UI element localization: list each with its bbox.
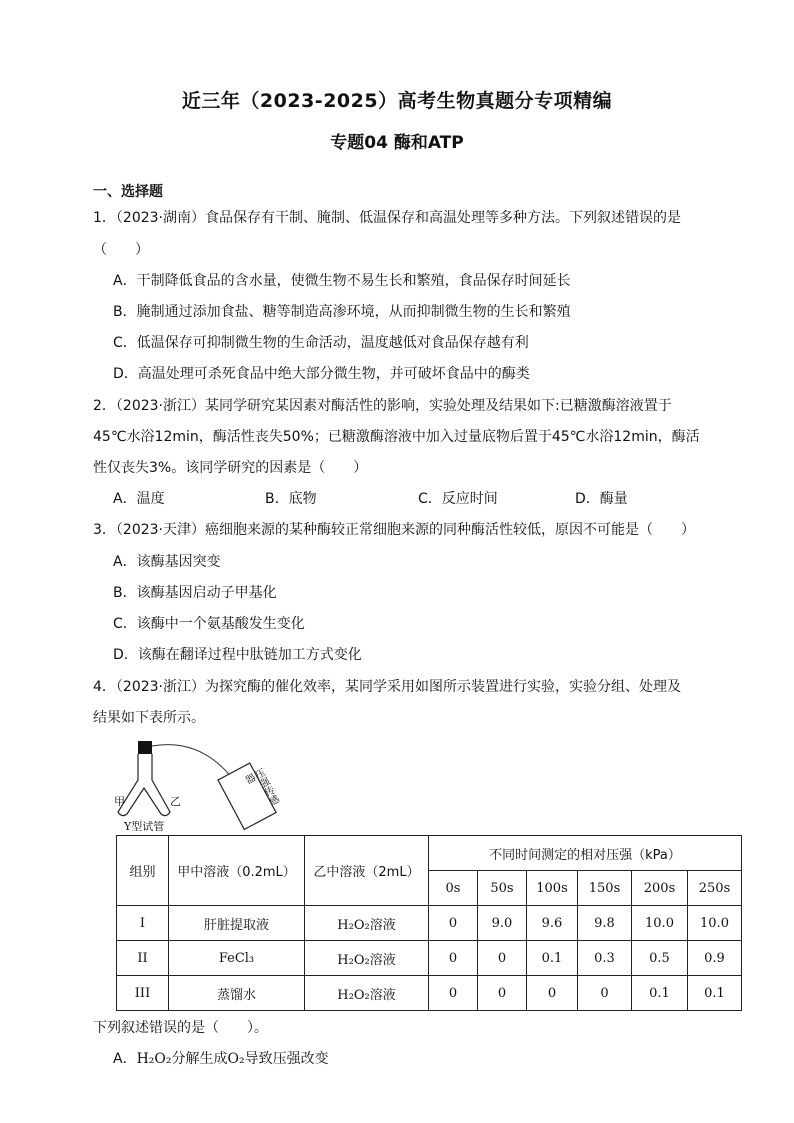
- value-cell: 9.6: [527, 906, 578, 941]
- group-cell: III: [117, 976, 169, 1011]
- q1-option-b: B．腌制通过添加食盐、糖等制造高渗环境，从而抑制微生物的生长和繁殖: [113, 304, 571, 320]
- value-cell: 0: [578, 976, 632, 1011]
- q2-stem-line2: 45℃水浴12min，酶活性丧失50%；已糖激酶溶液中加入过量底物后置于45℃水浴12min，酶活: [93, 429, 700, 445]
- document-subtitle: 专题04 酶和ATP: [330, 133, 464, 153]
- value-cell: 0.9: [688, 941, 742, 976]
- q4-question: 下列叙述错误的是（ ）。: [93, 1020, 268, 1036]
- value-cell: 0.3: [578, 941, 632, 976]
- yi-chem: H₂O₂: [337, 917, 370, 933]
- yi-cell: [305, 941, 429, 976]
- q4-stem-line1: 4．（2023·浙江）为探究酶的催化效率，某同学采用如图所示装置进行实验，实验分组、处理及: [93, 679, 681, 695]
- yi-chem: H₂O₂: [337, 987, 370, 1003]
- time-header: 150s: [578, 871, 632, 906]
- q4-option-a-chem1: H₂O₂: [136, 1051, 172, 1067]
- q4-stem-line2: 结果如下表所示。: [93, 710, 205, 726]
- q2-option-d: D．酶量: [575, 491, 628, 507]
- value-cell: 10.0: [688, 906, 742, 941]
- q2-stem-line3: 性仅丧失3%。该同学研究的因素是（ ）: [93, 460, 368, 476]
- value-cell: 0: [429, 976, 478, 1011]
- yi-cell: [305, 906, 429, 941]
- q3-option-b: B．该酶基因启动子甲基化: [113, 585, 277, 601]
- q3-option-c: C．该酶中一个氨基酸发生变化: [113, 616, 305, 632]
- value-cell: 0.5: [632, 941, 688, 976]
- time-header: 50s: [478, 871, 527, 906]
- q1-option-d: D．高温处理可杀死食品中绝大部分微生物，并可破坏食品中的酶类: [113, 366, 530, 382]
- yi-chem: H₂O₂: [337, 952, 370, 968]
- group-cell: I: [117, 906, 169, 941]
- time-header: 200s: [632, 871, 688, 906]
- value-cell: 0: [478, 941, 527, 976]
- q3-stem: 3．（2023·天津）癌细胞来源的某种酶较正常细胞来源的同种酶活性较低，原因不可能是（ ）: [93, 522, 695, 538]
- table-row: [117, 941, 742, 976]
- sensor-cable: [152, 745, 232, 778]
- q1-stem: 1．（2023·湖南）食品保存有干制、腌制、低温保存和高温处理等多种方法。下列叙述错误的是: [93, 210, 681, 226]
- header-pressure: 不同时间测定的相对压强（kPa）: [429, 836, 742, 871]
- q3-option-a: A．该酶基因突变: [113, 554, 221, 570]
- header-yi: 乙中溶液（2mL）: [305, 836, 429, 906]
- experiment-table: [116, 835, 742, 1011]
- time-header: 100s: [527, 871, 578, 906]
- label-y-tube: Y型试管: [124, 820, 165, 833]
- value-cell: 0: [429, 906, 478, 941]
- q2-option-a: A．温度: [113, 491, 165, 507]
- q1-option-c: C．低温保存可抑制微生物的生命活动，温度越低对食品保存越有利: [113, 335, 529, 351]
- yi-rest: 溶液: [369, 917, 396, 933]
- value-cell: 0: [478, 976, 527, 1011]
- q2-stem-line1: 2．（2023·浙江）某同学研究某因素对酶活性的影响，实验处理及结果如下:已糖激酶溶液置于: [93, 398, 672, 414]
- jia-cell: FeCl₃: [169, 941, 305, 976]
- q4-option-a: [113, 1048, 329, 1068]
- label-jia: 甲: [114, 795, 125, 808]
- value-cell: 0.1: [688, 976, 742, 1011]
- label-yi: 乙: [170, 795, 181, 808]
- jia-cell: 蒸馏水: [169, 976, 305, 1011]
- group-cell: II: [117, 941, 169, 976]
- q4-option-a-rest: 导致压强改变: [244, 1051, 329, 1067]
- header-group: 组别: [117, 836, 169, 906]
- sensor-label: 压强传感器: [241, 767, 280, 808]
- value-cell: 0: [429, 941, 478, 976]
- value-cell: 0.1: [632, 976, 688, 1011]
- section-heading: 一、选择题: [93, 184, 163, 200]
- header-jia: 甲中溶液（0.2mL）: [169, 836, 305, 906]
- value-cell: 9.0: [478, 906, 527, 941]
- document-title: 近三年（2023-2025）高考生物真题分专项精编: [181, 90, 613, 112]
- y-tube-outline: [118, 754, 170, 816]
- q1-stem-bracket: （ ）: [93, 242, 149, 258]
- q2-option-b: B．底物: [265, 491, 317, 507]
- jia-cell: 肝脏提取液: [169, 906, 305, 941]
- stopper-shape: [138, 741, 152, 754]
- time-header: 250s: [688, 871, 742, 906]
- q4-option-a-prefix: A．: [113, 1051, 137, 1067]
- yi-rest: 溶液: [369, 952, 396, 968]
- q3-option-d: D．该酶在翻译过程中肽链加工方式变化: [113, 647, 362, 663]
- yi-rest: 溶液: [369, 987, 396, 1003]
- value-cell: 10.0: [632, 906, 688, 941]
- table-row: [117, 906, 742, 941]
- q4-option-a-chem2: O₂: [227, 1051, 245, 1067]
- q4-option-a-mid: 分解生成: [171, 1051, 228, 1067]
- value-cell: 0: [527, 976, 578, 1011]
- q1-option-a: A．干制降低食品的含水量，使微生物不易生长和繁殖，食品保存时间延长: [113, 273, 571, 289]
- q2-option-c: C．反应时间: [418, 491, 498, 507]
- time-header: 0s: [429, 871, 478, 906]
- y-tube-apparatus-diagram: [100, 738, 280, 833]
- table-row: [117, 976, 742, 1011]
- value-cell: 9.8: [578, 906, 632, 941]
- value-cell: 0.1: [527, 941, 578, 976]
- yi-cell: [305, 976, 429, 1011]
